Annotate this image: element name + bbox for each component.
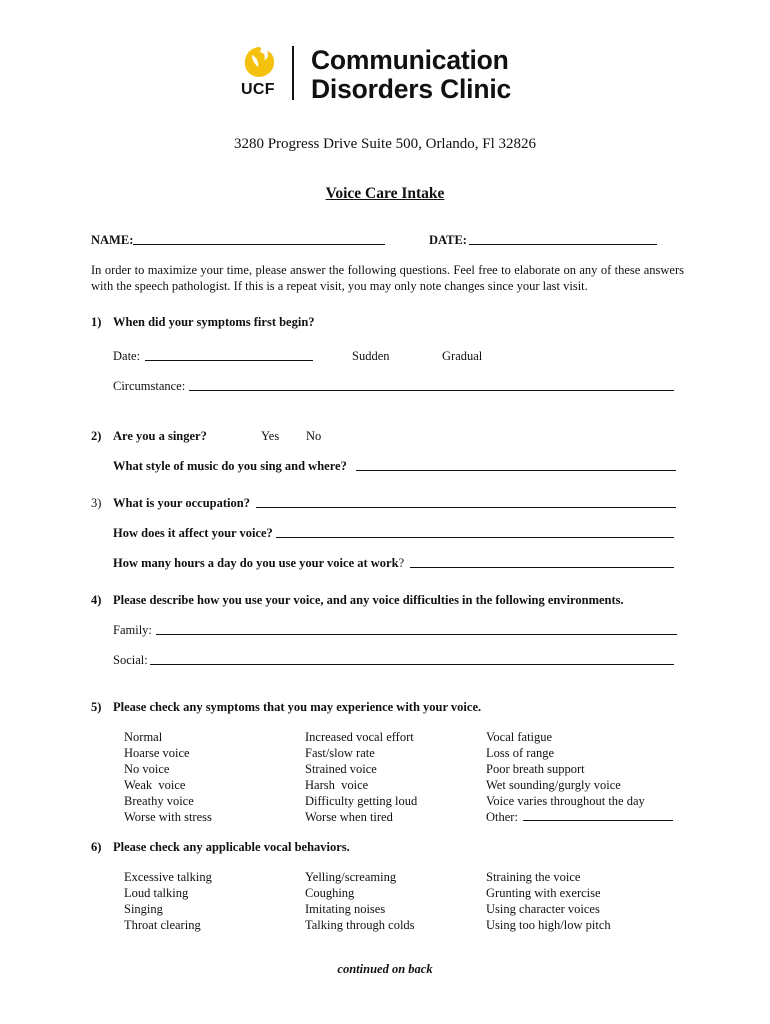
- symptom-option[interactable]: Harsh voice: [305, 778, 369, 792]
- date-label: DATE:: [429, 233, 467, 247]
- q1-date-label: Date:: [113, 349, 141, 363]
- q5-question: Please check any symptoms that you may experience with your voice.: [113, 700, 482, 714]
- ucf-text: UCF: [241, 81, 275, 98]
- q1-question: When did your symptoms first begin?: [113, 315, 315, 329]
- behavior-option[interactable]: Grunting with exercise: [486, 886, 601, 900]
- q6-column-3: [486, 870, 611, 934]
- q3-followup1-label: How does it affect your voice?: [113, 526, 273, 540]
- behavior-option[interactable]: Loud talking: [124, 886, 189, 900]
- q3-followup2-mark: ?: [398, 556, 405, 570]
- q5-number: 5): [91, 700, 102, 714]
- symptom-option[interactable]: Fast/slow rate: [305, 746, 375, 760]
- behavior-option[interactable]: Using character voices: [486, 902, 600, 916]
- q4-social-field[interactable]: [150, 664, 674, 665]
- q2-option-yes[interactable]: Yes: [261, 429, 280, 443]
- symptom-option[interactable]: Loss of range: [486, 746, 555, 760]
- symptom-option[interactable]: Wet sounding/gurgly voice: [486, 778, 621, 792]
- behavior-option[interactable]: Singing: [124, 902, 163, 916]
- q3-followup2-text: How many hours a day do you use your voice at work: [113, 556, 399, 570]
- clinic-name-line1: Communication: [311, 45, 509, 75]
- symptom-option[interactable]: Difficulty getting loud: [305, 794, 418, 808]
- q3-occupation-field[interactable]: [256, 507, 676, 508]
- symptom-option[interactable]: Poor breath support: [486, 762, 585, 776]
- q2-option-no[interactable]: No: [306, 429, 322, 443]
- behavior-option[interactable]: Talking through colds: [305, 918, 415, 932]
- symptom-option[interactable]: Normal: [124, 730, 163, 744]
- symptom-other-row: [486, 810, 645, 826]
- q1-option-sudden[interactable]: Sudden: [352, 349, 390, 363]
- q2-followup-field[interactable]: [356, 470, 676, 471]
- q3-followup2-label: [113, 556, 404, 571]
- q4-question: Please describe how you use your voice, and any voice difficulties in the following environments.: [113, 593, 624, 607]
- q1-circumstance-label: Circumstance:: [113, 379, 186, 393]
- symptom-option[interactable]: Increased vocal effort: [305, 730, 414, 744]
- intro-paragraph: In order to maximize your time, please answer the following questions. Feel free to elaborate on any of these answers with the speech pathologist. If this is a repeat visit, you may only note changes since your last visit.: [91, 263, 684, 293]
- q4-family-label: Family:: [113, 623, 152, 637]
- q6-question: Please check any applicable vocal behaviors.: [113, 840, 350, 854]
- q3-question: What is your occupation?: [113, 496, 250, 510]
- q4-social-label: Social:: [113, 653, 148, 667]
- q1-date-field[interactable]: [145, 360, 313, 361]
- q2-followup-label: What style of music do you sing and where?: [113, 459, 347, 473]
- name-label: NAME:: [91, 233, 134, 247]
- q5-column-2: [305, 730, 417, 826]
- behavior-option[interactable]: Imitating noises: [305, 902, 386, 916]
- q1-number: 1): [91, 315, 102, 329]
- logo-divider: [292, 46, 294, 100]
- clinic-name-line2: Disorders Clinic: [311, 74, 512, 104]
- q5-column-3: [486, 730, 645, 826]
- clinic-address: 3280 Progress Drive Suite 500, Orlando, Fl 32826: [233, 136, 537, 152]
- q3-number: 3): [91, 496, 102, 510]
- behavior-option[interactable]: Coughing: [305, 886, 355, 900]
- q2-number: 2): [91, 429, 102, 443]
- name-field[interactable]: [133, 244, 385, 245]
- q4-family-field[interactable]: [156, 634, 677, 635]
- q6-number: 6): [91, 840, 102, 854]
- symptom-other-field[interactable]: [523, 820, 673, 821]
- behavior-option[interactable]: Yelling/screaming: [305, 870, 397, 884]
- symptom-option[interactable]: Strained voice: [305, 762, 377, 776]
- q1-option-gradual[interactable]: Gradual: [442, 349, 483, 363]
- symptom-option[interactable]: Breathy voice: [124, 794, 194, 808]
- q3-followup1-field[interactable]: [276, 537, 674, 538]
- behavior-option[interactable]: Excessive talking: [124, 870, 212, 884]
- date-field[interactable]: [469, 244, 657, 245]
- behavior-option[interactable]: Straining the voice: [486, 870, 581, 884]
- symptom-option[interactable]: Weak voice: [124, 778, 186, 792]
- symptom-option[interactable]: Hoarse voice: [124, 746, 190, 760]
- symptom-option[interactable]: Worse with stress: [124, 810, 212, 824]
- behavior-option[interactable]: Throat clearing: [124, 918, 201, 932]
- continued-on-back-note: continued on back: [337, 962, 433, 976]
- symptom-option[interactable]: Voice varies throughout the day: [486, 794, 645, 808]
- q5-column-1: [124, 730, 212, 826]
- q1-circumstance-field[interactable]: [189, 390, 674, 391]
- symptom-option[interactable]: Vocal fatigue: [486, 730, 553, 744]
- q3-followup2-field[interactable]: [410, 567, 674, 568]
- form-title: Voice Care Intake: [325, 185, 445, 202]
- symptom-other-label: Other:: [486, 810, 518, 824]
- symptom-option[interactable]: No voice: [124, 762, 170, 776]
- q6-column-1: [124, 870, 212, 934]
- q6-column-2: [305, 870, 415, 934]
- symptom-option[interactable]: Worse when tired: [305, 810, 393, 824]
- q2-question: Are you a singer?: [113, 429, 207, 443]
- q4-number: 4): [91, 593, 102, 607]
- behavior-option[interactable]: Using too high/low pitch: [486, 918, 611, 932]
